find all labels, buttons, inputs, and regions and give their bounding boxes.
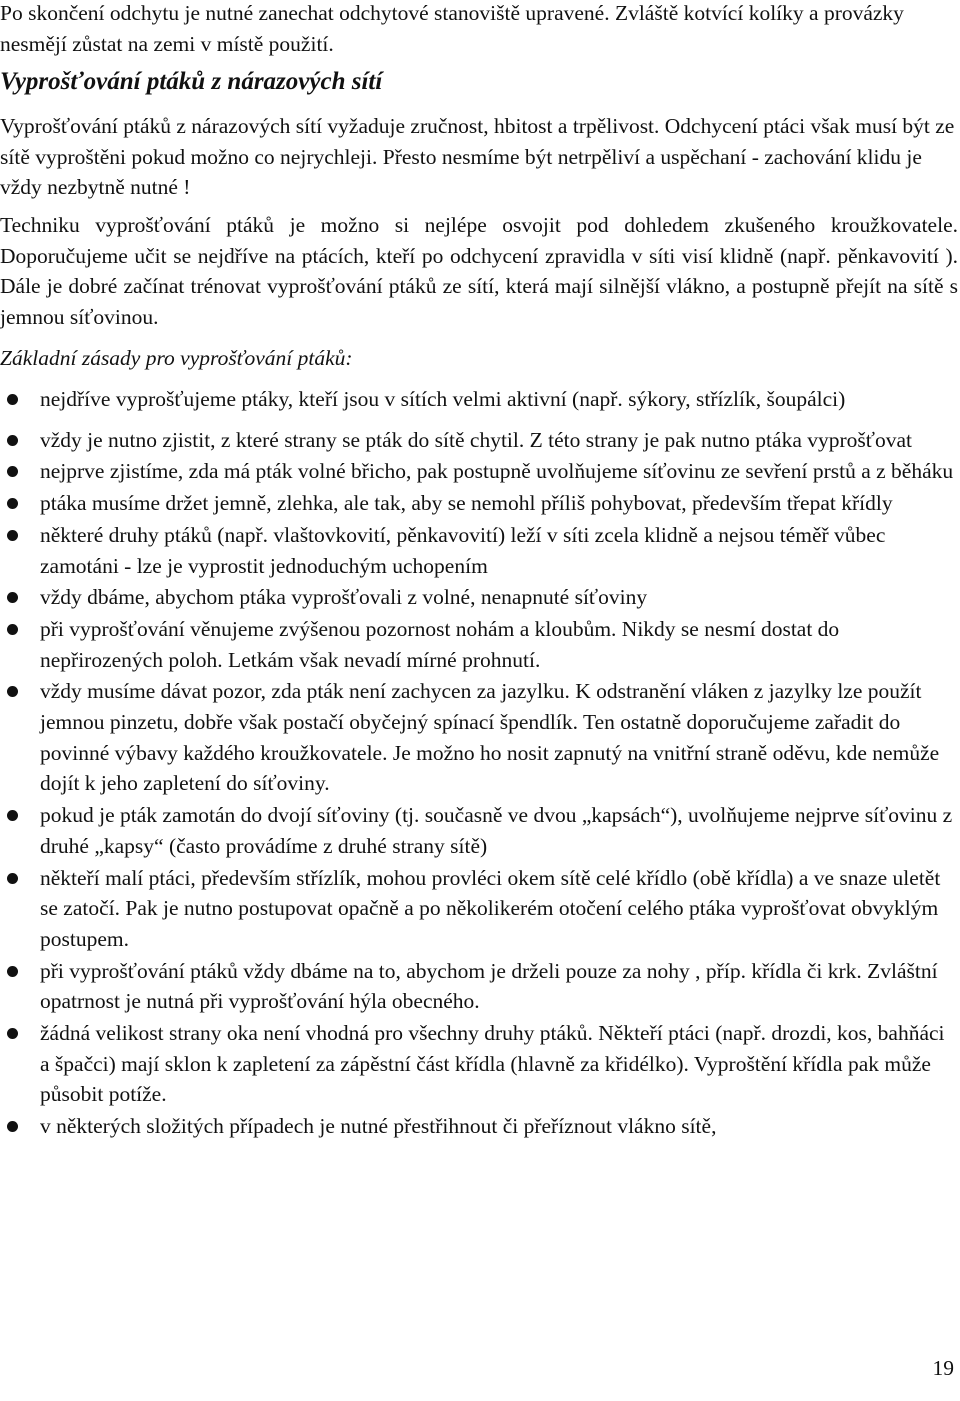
list-item-text: při vyprošťování věnujeme zvýšenou pozornost nohám a kloubům. Nikdy se nesmí dostat do nepřirozených poloh. Letkám však nevadí mírné prohnutí. [40, 616, 840, 672]
list-item [0, 956, 958, 1017]
list-item-text: vždy je nutno zjistit, z které strany se pták do sítě chytil. Z této strany je pak nutno ptáka vyprošťovat [40, 427, 912, 452]
list-item [0, 863, 958, 955]
list-item-text: některé druhy ptáků (např. vlaštovkovití, pěnkavovití) leží v síti zcela klidně a nejsou téměř vůbec zamotáni - lze je vyprostit jednoduchým uchopením [40, 522, 886, 578]
list-item-text: při vyprošťování ptáků vždy dbáme na to, abychom je drželi pouze za nohy , příp. křídla či krk. Zvláštní opatrnost je nutná při vyprošťování hýla obecného. [40, 958, 938, 1014]
bullet-icon [7, 498, 18, 509]
list-item-text: žádná velikost strany oka není vhodná pro všechny druhy ptáků. Někteří ptáci (např. drozdi, kos, bahňáci a špačci) mají sklon k zapletení za zápěstní část křídla (hlavně za křidélko). Vyproštění křídla pak může působit potíže. [40, 1021, 945, 1107]
page-number: 19 [932, 1356, 954, 1380]
bullet-icon [7, 1028, 18, 1039]
bullet-icon [7, 592, 18, 603]
bullet-icon [7, 466, 18, 477]
list-item-text: nejprve zjistíme, zda má pták volné břicho, pak postupně uvolňujeme síťovinu ze sevření prstů a z běháku [40, 459, 954, 484]
list-item [0, 582, 958, 613]
principles-subheading: Základní zásady pro vyprošťování ptáků: [0, 346, 353, 370]
list-item-text: vždy musíme dávat pozor, zda pták není zachycen za jazylku. K odstranění vláken z jazylky lze použít jemnou pinzetu, dobře však postačí obyčejný spínací špendlík. Ten ostatně doporučujeme zařadit do povinné výbavy každého kroužkovatele. Je možno ho nosit zapnutý na vnitřní straně oděvu, kde nemůže dojít k jeho zapletení do síťoviny. [40, 679, 940, 796]
bullet-icon [7, 686, 18, 697]
paragraph-1: Vyprošťování ptáků z nárazových sítí vyžaduje zručnost, hbitost a trpělivost. Odchycení ptáci však musí být ze sítě vyproštěni pokud možno co nejrychleji. Přesto nesmíme být netrpěliví a uspěchaní - zachování klidu je vždy nezbytně nutné ! [0, 114, 955, 200]
list-item [0, 456, 958, 487]
bullet-icon [7, 810, 18, 821]
list-item [0, 800, 958, 861]
list-item-text: nejdříve vyprošťujeme ptáky, kteří jsou v sítích velmi aktivní (např. sýkory, střízlík, šoupálci) [40, 387, 846, 411]
list-item [0, 1111, 958, 1142]
list-item [0, 425, 958, 456]
bullet-icon [7, 624, 18, 635]
bullet-icon [7, 1121, 18, 1132]
list-item-text: někteří malí ptáci, především střízlík, mohou provléci okem sítě celé křídlo (obě křídla) a ve snaze uletět se zatočí. Pak je nutno postupovat opačně a po několikerém otočení celého ptáka vyprošťovat obvyklým postupem. [40, 865, 941, 951]
list-item [0, 488, 958, 519]
section-title: Vyprošťování ptáků z nárazových sítí [0, 68, 383, 95]
list-item-text: ptáka musíme držet jemně, zlehka, ale tak, aby se nemohl příliš pohybovat, především třepat křídly [40, 491, 893, 516]
bullet-icon [7, 966, 18, 977]
principles-list [0, 384, 958, 1143]
list-item [0, 614, 958, 675]
bullet-icon [7, 530, 18, 541]
list-item [0, 520, 958, 581]
bullet-icon [7, 873, 18, 884]
intro-paragraph: Po skončení odchytu je nutné zanechat odchytové stanoviště upravené. Zvláště kotvící kolíky a provázky nesmějí zůstat na zemi v místě použití. [0, 1, 904, 56]
list-item [0, 676, 958, 799]
list-item-text: pokud je pták zamotán do dvojí síťoviny (tj. současně ve dvou „kapsách“), uvolňujeme nejprve síťovinu z druhé „kapsy“ (často provádíme z druhé strany sítě) [40, 803, 953, 858]
list-item [0, 384, 958, 415]
bullet-icon [7, 435, 18, 446]
bullet-icon [7, 394, 18, 405]
paragraph-2: Techniku vyprošťování ptáků je možno si nejlépe osvojit pod dohledem zkušeného kroužkovatele. Doporučujeme učit se nejdříve na ptácích, kteří po odchycení zpravidla v síti visí klidně (např. pěnkavovití ). Dále je dobré začínat trénovat vyprošťování ptáků ze sítí, která mají silnější vlákno, a postupně přejít na sítě s jemnou síťovinou. [0, 213, 958, 330]
list-item-text: v některých složitých případech je nutné přestřihnout či přeříznout vlákno sítě, [40, 1114, 717, 1139]
list-item [0, 1018, 958, 1110]
list-item-text: vždy dbáme, abychom ptáka vyprošťovali z volné, nenapnuté síťoviny [40, 585, 648, 610]
